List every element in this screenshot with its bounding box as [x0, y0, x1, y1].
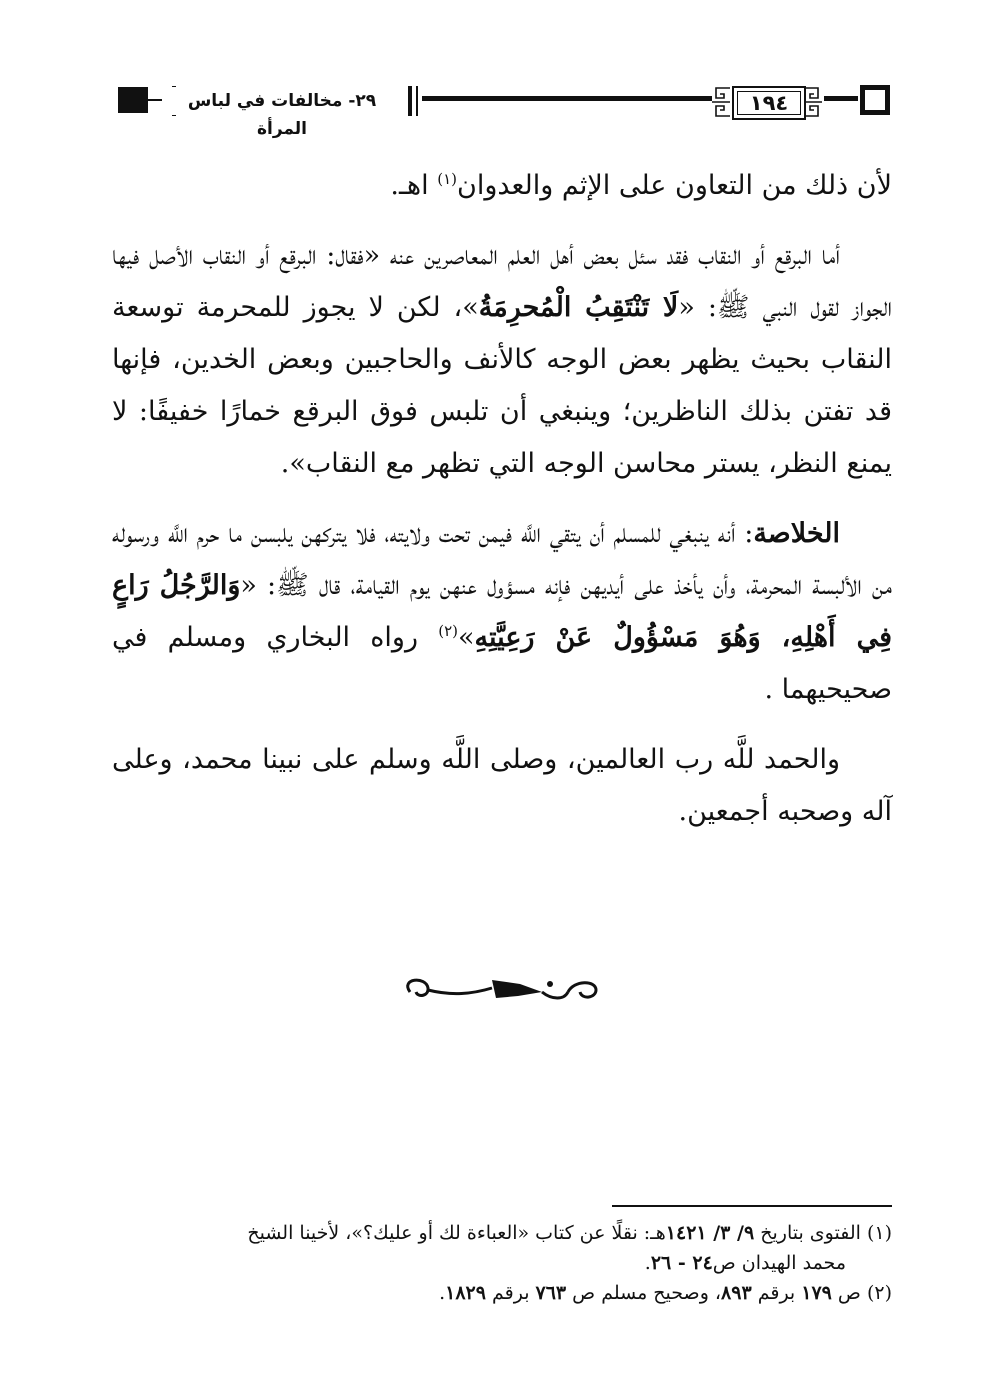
paragraph: الخلاصة: أنه ينبغي للمسلم أن يتقي اللَّه فيمن تحت ولايته، فلا يتركهن يلبسن ما حرم اللَّه ورسوله من الألبسة المحرمة، وأن يأخذ على أيديهن فإنه مسؤول عنهن يوم القيامة، قال ﷺ: «وَالرَّجُلُ رَاعٍ فِي أَهْلِهِ، وَهُوَ مَسْؤُولٌ عَنْ رَعِيَّتِهِ»$^{(٢)}$ رواه البخاري ومسلم في صحيحيهما .: [112, 518, 892, 705]
header-divider: [408, 86, 412, 116]
summary-label: الخلاصة: [753, 518, 840, 549]
header-rule: [824, 96, 858, 101]
chapter-title: ٢٩- مخالفات في لباس المرأة: [162, 87, 402, 115]
header-divider: [416, 86, 418, 116]
page-number: ١٩٤: [732, 86, 806, 120]
footnote-ref: (٢): [438, 622, 459, 640]
header-left-block: [118, 87, 148, 113]
corner-ornament-icon: [804, 84, 822, 120]
corner-ornament-icon: [712, 84, 730, 120]
paragraph: لأن ذلك من التعاون على الإثم والعدوان$^{(١)}$ اهـ.: [390, 170, 892, 201]
paragraph: أما البرقع أو النقاب فقد سئل بعض أهل العلم المعاصرين عنه «فقال: البرقع أو النقاب الأصل فيها الجواز لقول النبي ﷺ: «لَا تَنْتَقِبُ الْمُحرِمَةُ»، لكن لا يجوز للمحرمة توسعة النقاب بحيث يظهر بعض الوجه كالأنف والحاجبين وبعض الخدين، فإنها قد تفتن بذلك الناظرين؛ وينبغي أن تلبس فوق البرقع خمارًا خفيفًا: لا يمنع النظر، يستر محاسن الوجه التي تظهر مع النقاب».: [112, 240, 892, 479]
footnote-ref: (١): [437, 170, 457, 188]
paragraph: والحمد للَّه رب العالمين، وصلى اللَّه وسلم على نبينا محمد، وعلى آله وصحبه أجمعين.: [112, 744, 892, 827]
footnotes: [112, 1218, 892, 1308]
page-header: [112, 82, 892, 139]
header-right-box: [860, 85, 890, 115]
footnote-rule: [612, 1205, 892, 1207]
body-text: [112, 160, 892, 856]
hadith-quote: وَالرَّجُلُ رَاعٍ فِي أَهْلِهِ، وَهُوَ مَسْؤُولٌ عَنْ رَعِيَّتِهِ: [112, 570, 892, 653]
footnote-1: (١) الفتوى بتاريخ ٩/ ٣/ ١٤٢١هـ: نقلًا عن كتاب «العباءة لك أو عليك؟»، لأخينا الشيخ محمد الهيدان ص٢٤ - ٢٦.: [247, 1222, 892, 1274]
header-rule: [422, 96, 712, 101]
footnote-2: (٢) ص ١٧٩ برقم ٨٩٣، وصحيح مسلم ص ٧٦٣ برقم ١٨٢٩.: [439, 1282, 892, 1304]
ornament-divider-icon: [392, 970, 612, 1010]
page-number-frame: [712, 84, 824, 120]
hadith-quote: لَا تَنْتَقِبُ الْمُحرِمَةُ: [478, 292, 679, 323]
